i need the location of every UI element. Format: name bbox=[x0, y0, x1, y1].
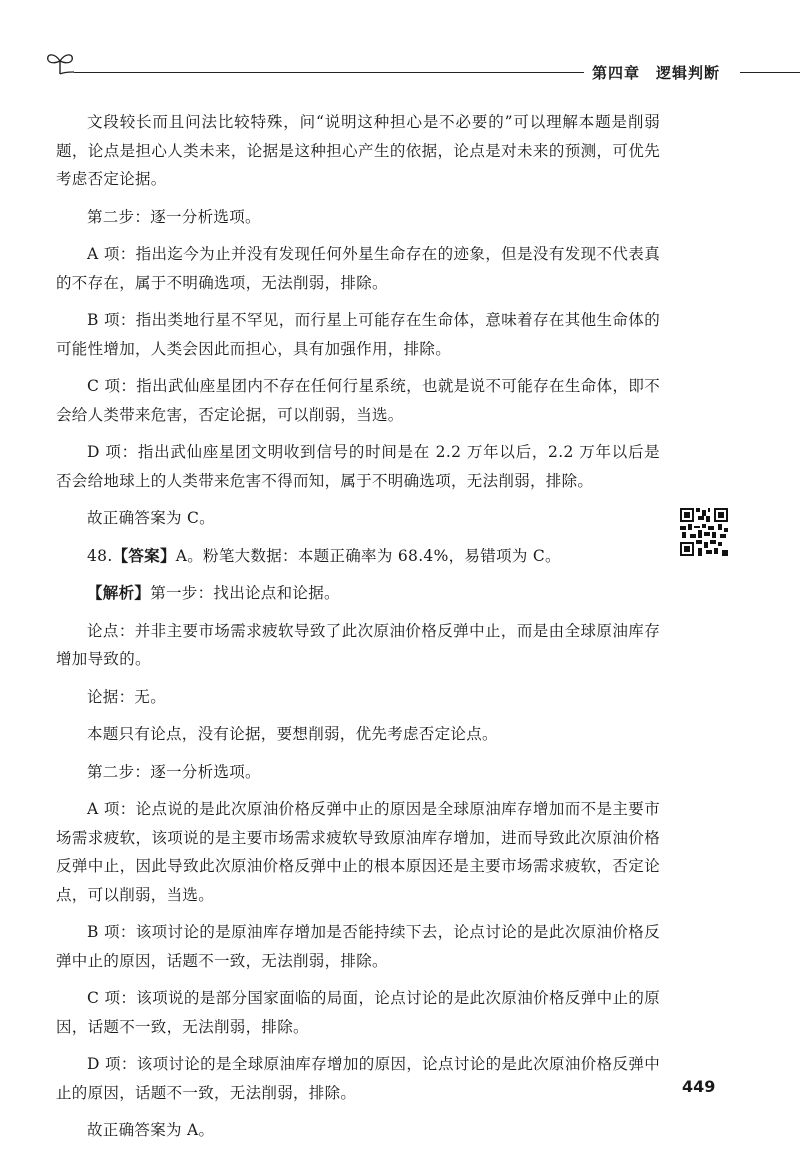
paragraph: A 项：论点说的是此次原油价格反弹中止的原因是全球原油库存增加而不是主要市场需求疲软，该项说的是主要市场需求疲软导致原油库存增加，进而导致此次原油价格反弹中止，因此导致此次原油价格反弹中止的根本原因还是主要市场需求疲软，否定论点，可以削弱，当选。 bbox=[56, 800, 660, 904]
paragraph: 第二步：逐一分析选项。 bbox=[87, 207, 261, 226]
page-number: 449 bbox=[682, 1077, 716, 1096]
paragraph: D 项：指出武仙座星团文明收到信号的时间是在 2.2 万年以后，2.2 万年以后是否会给地球上的人类带来危害不得而知，属于不明确选项，无法削弱，排除。 bbox=[56, 443, 660, 490]
paragraph: 本题只有论点，没有论据，要想削弱，优先考虑否定论点。 bbox=[87, 725, 498, 743]
paragraph: A 项：指出迄今为止并没有发现任何外星生命存在的迹象，但是没有发现不代表真的不存在，属于不明确选项，无法削弱，排除。 bbox=[56, 245, 660, 292]
paragraph: B 项：该项讨论的是原油库存增加是否能持续下去，论点讨论的是此次原油价格反弹中止的原因，话题不一致，无法削弱，排除。 bbox=[56, 923, 660, 970]
paragraph: 故正确答案为 C。 bbox=[87, 509, 215, 527]
answer-line bbox=[56, 542, 660, 571]
chapter-number: 第四章 bbox=[592, 64, 641, 82]
section-title: 逻辑判断 bbox=[656, 64, 721, 82]
page-body bbox=[56, 108, 660, 1154]
header-rule-right bbox=[740, 72, 800, 73]
paragraph: C 项：该项说的是部分国家面临的局面，论点讨论的是此次原油价格反弹中止的原因，话题不一致，无法削弱，排除。 bbox=[56, 989, 660, 1036]
analysis-line bbox=[56, 579, 660, 608]
question-number: 48. bbox=[87, 546, 113, 565]
paragraph: B 项：指出类地行星不罕见，而行星上可能存在生命体，意味着存在其他生命体的可能性增加，人类会因此而担心，具有加强作用，排除。 bbox=[56, 311, 660, 358]
paragraph: 论据：无。 bbox=[87, 687, 167, 706]
analysis-tag: 【解析】 bbox=[87, 583, 151, 602]
paragraph: 论点：并非主要市场需求疲软导致了此次原油价格反弹中止，而是由全球原油库存增加导致的。 bbox=[56, 621, 660, 668]
sprout-icon bbox=[44, 50, 76, 76]
header-rule-left bbox=[74, 72, 584, 73]
paragraph: 故正确答案为 A。 bbox=[87, 1121, 215, 1139]
page-header bbox=[0, 0, 800, 90]
chapter-title bbox=[592, 62, 720, 83]
paragraph: D 项：该项讨论的是全球原油库存增加的原因，论点讨论的是此次原油价格反弹中止的原因，话题不一致，无法削弱，排除。 bbox=[56, 1055, 660, 1102]
answer-text: A。粉笔大数据：本题正确率为 68.4%，易错项为 C。 bbox=[175, 546, 561, 565]
qr-code-icon[interactable] bbox=[680, 508, 728, 556]
paragraph: C 项：指出武仙座星团内不存在任何行星系统，也就是说不可能存在生命体，即不会给人类带来危害，否定论据，可以削弱，当选。 bbox=[56, 377, 660, 424]
answer-tag: 【答案】 bbox=[112, 545, 176, 565]
paragraph: 文段较长而且问法比较特殊，问“说明这种担心是不必要的”可以理解本题是削弱题，论点是担心人类未来，论据是这种担心产生的依据，论点是对未来的预测，可优先考虑否定论据。 bbox=[56, 113, 660, 188]
analysis-text: 第一步：找出论点和论据。 bbox=[150, 584, 340, 602]
paragraph: 第二步：逐一分析选项。 bbox=[87, 762, 261, 781]
